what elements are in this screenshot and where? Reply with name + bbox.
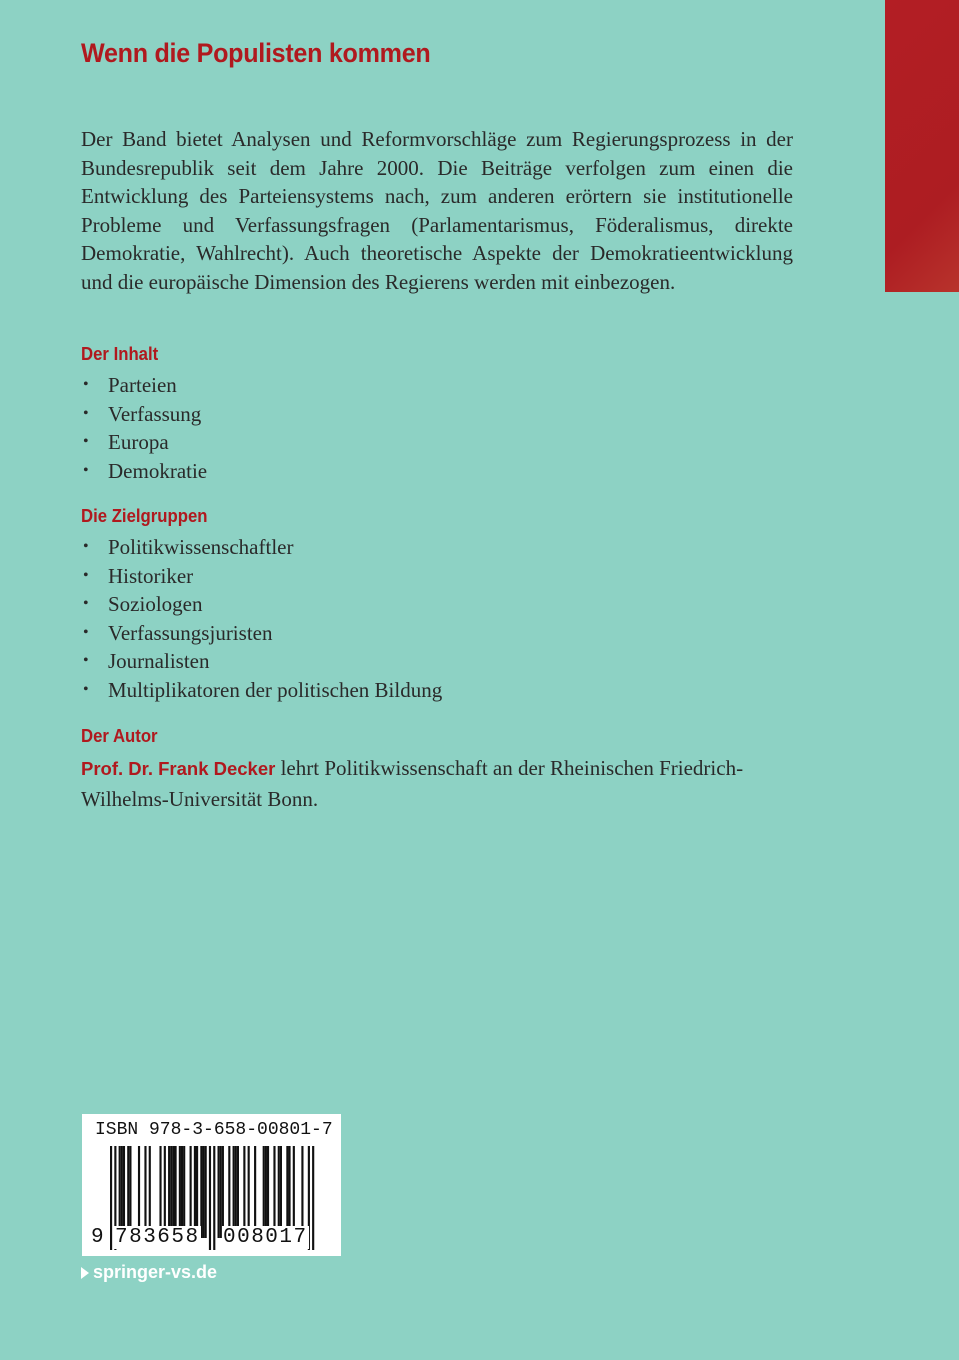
barcode-digit-group-right: 008017 [223,1226,308,1249]
barcode-bar [127,1146,129,1238]
list-item-label: Historiker [108,563,194,588]
barcode-bar [196,1146,198,1238]
list-item [81,590,821,619]
list-item [81,457,821,486]
bullet-icon: • [83,595,89,613]
barcode-bar [202,1146,204,1238]
barcode-bar [181,1146,183,1238]
barcode-bar [159,1146,161,1238]
barcode-bar [288,1146,290,1238]
list-item-label: Demokratie [108,458,208,483]
audience-section [81,506,821,705]
barcode-bar [205,1146,207,1238]
barcode-digit-lead: 9 [91,1226,104,1249]
barcode-bar [121,1146,123,1238]
list-item [81,562,821,591]
contents-list [81,371,821,485]
barcode-bar [237,1146,239,1238]
barcode-digits [82,1226,341,1252]
barcode-bar [273,1146,275,1238]
barcode-bar [243,1146,245,1238]
bullet-icon: • [83,433,89,451]
book-title: Wenn die Populisten kommen [81,38,431,68]
barcode-bar [138,1146,140,1238]
bullet-icon: • [83,461,89,479]
publisher-link-text[interactable]: springer-vs.de [93,1262,218,1282]
list-item [81,619,821,648]
barcode-bar [301,1146,303,1238]
barcode-bar [119,1146,121,1238]
bullet-icon: • [83,680,89,698]
barcode-bar [129,1146,131,1238]
list-item-label: Parteien [108,373,177,397]
barcode-bar [194,1146,196,1238]
bullet-icon: • [83,376,89,393]
barcode-bar [123,1146,125,1238]
author-name: Prof. Dr. Frank Decker [81,758,276,779]
barcode-bar [190,1146,192,1238]
list-item [81,676,821,705]
bullet-icon: • [83,404,89,422]
barcode-bar [220,1146,222,1238]
barcode-bar [175,1146,177,1238]
barcode-bar [200,1146,202,1238]
isbn-label: ISBN 978-3-658-00801-7 [95,1120,333,1140]
barcode-bar [228,1146,230,1238]
barcode-bar [170,1146,172,1238]
barcode-bar [149,1146,151,1238]
list-item-label: Journalisten [108,649,210,674]
barcode-bar [179,1146,181,1238]
list-item [81,533,821,562]
barcode-bar [263,1146,265,1238]
barcode-bar [248,1146,250,1238]
barcode-bar [293,1146,295,1238]
barcode-bar [235,1146,237,1238]
barcode-bar [265,1146,267,1238]
arrow-right-icon [81,1267,89,1279]
barcode-bar [278,1146,280,1238]
bullet-icon: • [83,623,89,641]
list-item [81,428,821,457]
barcode-bar [267,1146,269,1238]
bullet-icon: • [83,538,89,555]
red-corner-tab [885,0,959,292]
isbn-barcode [82,1114,341,1256]
list-item [81,647,821,676]
list-item-label: Verfassung [108,401,202,426]
audience-list [81,533,821,705]
barcode-bar [172,1146,174,1238]
list-item-label: Verfassungsjuristen [108,620,273,645]
book-description: Der Band bietet Analysen und Reformvorschläge zum Regierungsprozess in der Bundesrepublik seit dem Jahre 2000. Die Beiträge verfolgen zum einen die Entwicklung des Parteiensystems nach, zum anderen erörtern sie institutionelle Probleme und Verfassungsfragen (Parlamentarismus, Föderalismus, direkte Demokratie, Wahlrecht). Auch theoretische Aspekte der Demokratieentwicklung und die europäische Dimension des Regierens werden mit einbezogen. [81,127,793,294]
bullet-icon: • [83,566,89,584]
barcode-bar [144,1146,146,1238]
list-item-label: Politikwissenschaftler [108,535,294,559]
barcode-digit-group-left: 783658 [115,1226,200,1249]
publisher-link[interactable] [81,1262,217,1283]
barcode-bar [168,1146,170,1238]
author-bio-text: lehrt Politikwissenschaft an der Rheinischen Friedrich-Wilhelms-Universität Bonn. [81,756,744,811]
list-item-label: Multiplikatoren der politischen Bildung [108,677,443,702]
barcode-bar [218,1146,220,1238]
barcode-bar [280,1146,282,1238]
barcode-bar [254,1146,256,1238]
barcode-bar [183,1146,185,1238]
list-item-label: Soziologen [108,592,203,617]
barcode-bar [164,1146,166,1238]
author-bio [81,753,793,814]
audience-heading: Die Zielgruppen [81,506,208,526]
contents-heading: Der Inhalt [81,344,159,364]
barcode-bar [286,1146,288,1238]
author-section [81,726,821,814]
bullet-icon: • [83,652,89,670]
contents-section [81,344,821,485]
author-heading: Der Autor [81,726,158,746]
barcode-bar [233,1146,235,1238]
barcode-bar [222,1146,224,1238]
list-item-label: Europa [108,430,169,455]
list-item [81,371,821,400]
list-item [81,400,821,429]
